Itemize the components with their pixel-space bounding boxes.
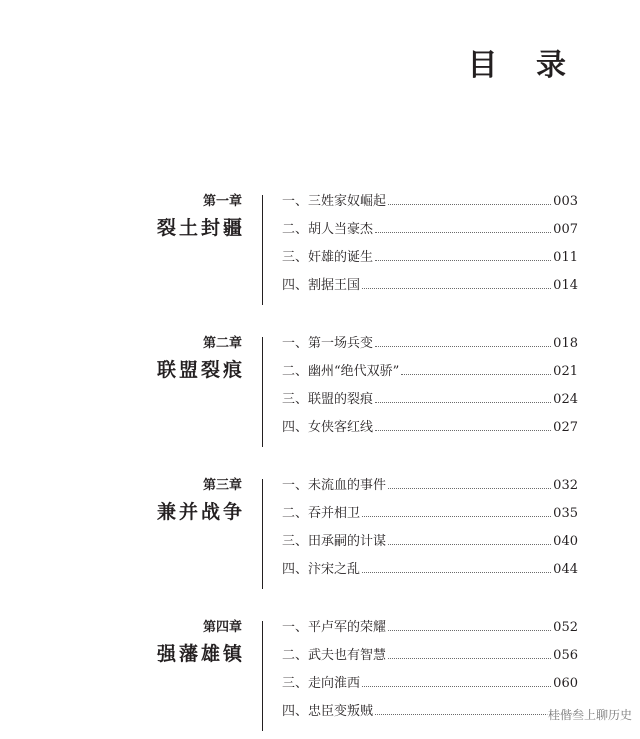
entry-page-number: 003 (553, 194, 578, 209)
chapter-divider (262, 337, 263, 447)
toc-entries (282, 335, 578, 447)
chapter-heading (156, 193, 245, 241)
toc-entry[interactable] (282, 193, 578, 221)
entry-page-number: 014 (553, 278, 578, 293)
entry-title: 四、女侠客红线 (282, 420, 374, 435)
entry-title: 一、未流血的事件 (282, 478, 387, 493)
toc-entry[interactable] (282, 249, 578, 277)
entry-page-number: 021 (553, 364, 578, 379)
chapter-divider (262, 195, 263, 305)
entry-page-number: 044 (553, 562, 578, 577)
watermark-text: 桂偕叁上聊历史 (547, 708, 632, 722)
dot-leader (388, 544, 551, 545)
toc-entry[interactable] (282, 675, 578, 703)
chapter-title: 强藩雄镇 (156, 643, 245, 665)
dot-leader (375, 346, 551, 347)
toc-entries (282, 193, 578, 305)
entry-page-number: 040 (553, 534, 578, 549)
entry-page-number: 052 (553, 620, 578, 635)
chapter-divider (262, 479, 263, 589)
dot-leader (375, 232, 551, 233)
toc-entry[interactable] (282, 335, 578, 363)
chapter-heading (156, 477, 245, 525)
chapter-heading (156, 619, 245, 667)
toc-entries (282, 619, 578, 731)
dot-leader (388, 204, 551, 205)
entry-page-number: 060 (553, 676, 578, 691)
entry-title: 一、三姓家奴崛起 (282, 194, 387, 209)
dot-leader (401, 374, 551, 375)
entry-title: 三、田承嗣的计谋 (282, 534, 387, 549)
toc-entry[interactable] (282, 505, 578, 533)
toc-entry[interactable] (282, 391, 578, 419)
dot-leader (362, 686, 551, 687)
chapter-divider (262, 621, 263, 731)
chapter-heading (156, 335, 245, 383)
chapter-title: 兼并战争 (156, 501, 245, 523)
entry-title: 二、幽州“绝代双骄” (282, 364, 400, 379)
chapter-1 (0, 193, 640, 313)
chapter-4 (0, 619, 640, 739)
dot-leader (375, 430, 551, 431)
toc-entry[interactable] (282, 619, 578, 647)
toc-entry[interactable] (282, 703, 578, 731)
dot-leader (362, 288, 551, 289)
entry-page-number: 032 (553, 478, 578, 493)
entry-title: 三、奸雄的诞生 (282, 250, 374, 265)
toc-entry[interactable] (282, 477, 578, 505)
entry-page-number: 018 (553, 336, 578, 351)
entry-title: 三、走向淮西 (282, 676, 361, 691)
toc-entry[interactable] (282, 561, 578, 589)
chapter-number: 第二章 (202, 336, 242, 351)
chapter-number: 第四章 (202, 620, 242, 635)
chapter-number: 第一章 (202, 194, 242, 209)
dot-leader (362, 572, 551, 573)
toc-entry[interactable] (282, 419, 578, 447)
entry-title: 四、割据王国 (282, 278, 361, 293)
dot-leader (375, 402, 551, 403)
dot-leader (388, 488, 551, 489)
entry-title: 一、第一场兵变 (282, 336, 374, 351)
entry-page-number: 056 (553, 648, 578, 663)
toc-entry[interactable] (282, 647, 578, 675)
entry-page-number: 011 (553, 250, 578, 265)
entry-title: 三、联盟的裂痕 (282, 392, 374, 407)
chapter-3 (0, 477, 640, 597)
chapter-title: 联盟裂痕 (156, 359, 245, 381)
entry-title: 二、武夫也有智慧 (282, 648, 387, 663)
entry-page-number: 027 (553, 420, 578, 435)
toc-entries (282, 477, 578, 589)
dot-leader (388, 658, 551, 659)
toc-entry[interactable] (282, 221, 578, 249)
entry-page-number: 007 (553, 222, 578, 237)
chapter-title: 裂土封疆 (156, 217, 245, 239)
entry-page-number: 035 (553, 506, 578, 521)
entry-page-number: 024 (553, 392, 578, 407)
page-title: 目 录 (467, 48, 580, 83)
entry-title: 二、胡人当豪杰 (282, 222, 374, 237)
dot-leader (388, 630, 551, 631)
toc-entry[interactable] (282, 533, 578, 561)
chapter-number: 第三章 (202, 478, 242, 493)
dot-leader (375, 260, 551, 261)
entry-title: 一、平卢军的荣耀 (282, 620, 387, 635)
toc-entry[interactable] (282, 277, 578, 305)
entry-title: 四、忠臣变叛贼 (282, 704, 374, 719)
dot-leader (362, 516, 551, 517)
chapter-2 (0, 335, 640, 455)
entry-title: 四、汴宋之乱 (282, 562, 361, 577)
entry-title: 二、吞并相卫 (282, 506, 361, 521)
toc-entry[interactable] (282, 363, 578, 391)
